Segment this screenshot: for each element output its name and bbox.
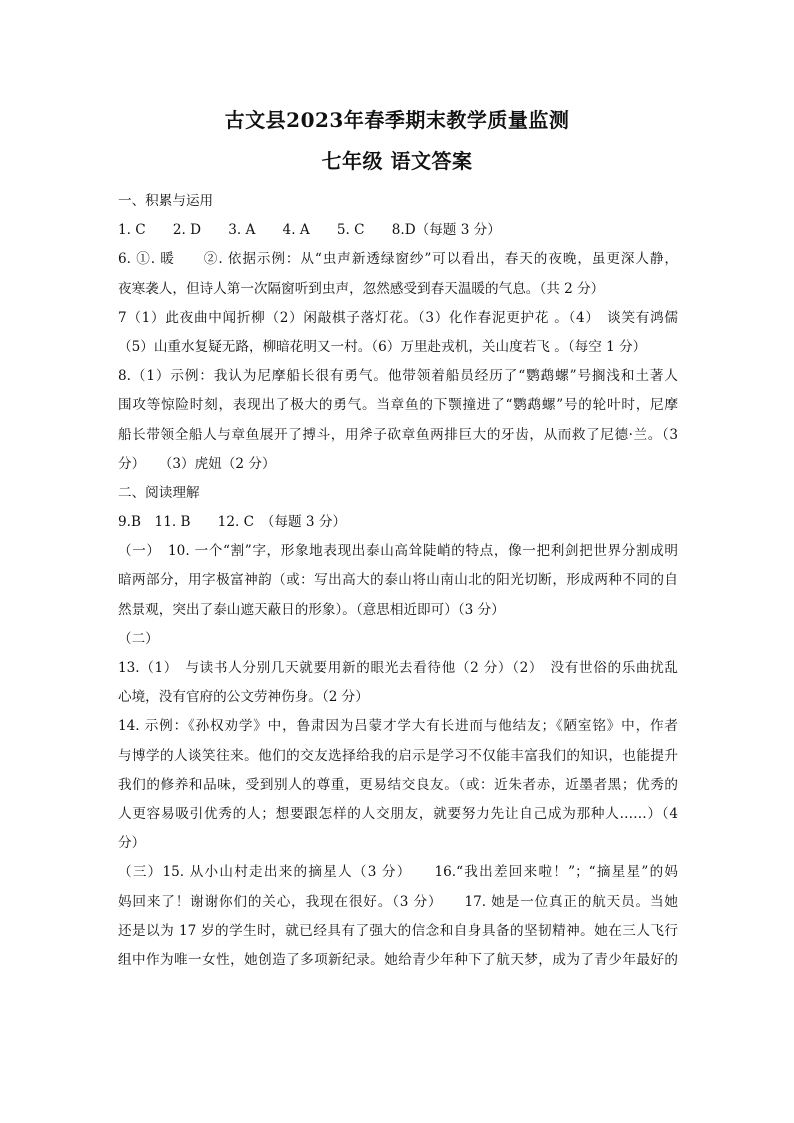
- answer-line: 组中作为唯一女性，她创造了多项新纪录。她给青少年种下了航天梦，成为了青少年最好的: [118, 951, 678, 968]
- answer-line: 分）: [118, 835, 146, 852]
- answer-line: 8.（1）示例：我认为尼摩船长很有勇气。他带领着船员经历了“鹦鹉螺”号搁浅和土著人: [118, 368, 678, 385]
- answer-line: 然景观，突出了泰山遮天蔽日的形象）。（意思相近即可）（3 分）: [118, 601, 505, 618]
- answer-line: 船长带领全船人与章鱼展开了搏斗，用斧子砍章鱼两排巨大的牙齿，从而救了尼德·兰。（3: [118, 426, 678, 443]
- section-heading: 一、积累与运用: [118, 193, 214, 209]
- answer-line: 人更容易吸引优秀的人；想要跟怎样的人交朋友，就要努力先让自己成为那种人……）（4: [118, 805, 678, 822]
- answer-line: （三）15. 从小山村走出来的摘星人（3 分） 16.“我出差回来啦！”；“摘星星”的妈: [118, 864, 678, 881]
- answer-line: 夜寒袭人，但诗人第一次隔窗听到虫声，忽然感受到春天温暖的气息。（共 2 分）: [118, 280, 605, 297]
- answer-line: 13.（1） 与读书人分别几天就要用新的眼光去看待他（2 分）（2） 没有世俗的乐曲扰乱: [118, 660, 678, 676]
- answer-line: 7（1）此夜曲中闻折柳（2）闲敲棋子落灯花。（3）化作春泥更护花 。（4） 谈笑有鸿儒: [118, 309, 678, 326]
- answer-line: （二）: [118, 630, 159, 647]
- answer-line: 围攻等惊险时刻，表现出了极大的勇气。当章鱼的下颚撞进了“鹦鹉螺”号的轮叶时，尼摩: [118, 397, 678, 414]
- answer-line: 14. 示例：《孙权劝学》中，鲁肃因为吕蒙才学大有长进而与他结友；《陋室铭》中，作者: [118, 718, 678, 735]
- answer-line: （5）山重水复疑无路，柳暗花明又一村。（6）万里赴戎机，关山度若飞 。（每空 1 分）: [118, 338, 647, 355]
- answer-line: 与博学的人谈笑往来。他们的交友选择给我的启示是学习不仅能丰富我们的知识，也能提升: [118, 747, 678, 764]
- answer-line: 暗两部分，用字极富神韵（或：写出高大的泰山将山南山北的阳光切断，形成两种不同的自: [118, 572, 678, 589]
- answer-line: 9.B 11. B 12. C （每题 3 分）: [118, 514, 347, 531]
- page-title: 古文县2023年春季期末教学质量监测: [224, 108, 570, 132]
- answer-line: 还是以为 17 岁的学生时，就已经具有了强大的信念和自身具备的坚韧精神。她在三人飞行: [118, 922, 678, 939]
- answer-line: 我们的修养和品味，受到别人的尊重，更易结交良友。（或：近朱者赤，近墨者黑；优秀的: [118, 776, 678, 793]
- answer-line: 心境，没有官府的公文劳神伤身。（2 分）: [118, 689, 369, 706]
- answer-line: 分） （3）虎妞（2 分）: [118, 455, 276, 472]
- answer-line: 妈回来了！谢谢你们的关心，我现在很好。（3 分） 17. 她是一位真正的航天员。当她: [118, 893, 678, 910]
- answer-line: （一） 10. 一个“割”字，形象地表现出泰山高耸陡峭的特点，像一把利剑把世界分割成明: [118, 543, 678, 560]
- section-heading: 二、阅读理解: [118, 484, 200, 501]
- page-subtitle: 七年级 语文答案: [321, 149, 473, 173]
- answer-line: 1. C 2. D 3. A 4. A 5. C 8.D（每题 3 分）: [118, 222, 501, 239]
- answer-body: [118, 187, 678, 975]
- answer-line: 6. ①. 暖 ②. 依据示例：从“虫声新透绿窗纱”可以看出，春天的夜晚，虽更深人静，: [118, 251, 678, 268]
